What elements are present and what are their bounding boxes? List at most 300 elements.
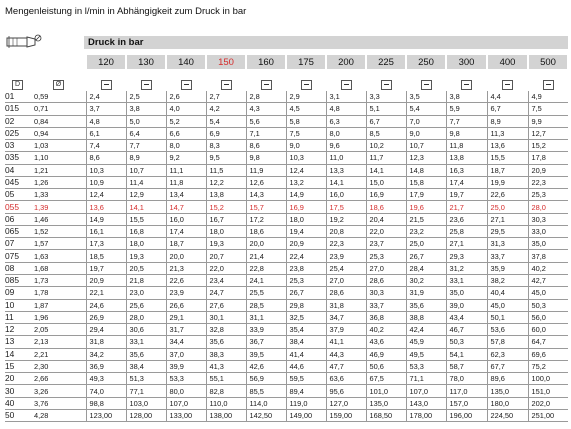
flow-value-cell: 34,2 [86, 348, 126, 360]
flow-value-cell: 5,6 [246, 115, 286, 127]
flow-value-cell: 53,6 [487, 324, 528, 336]
flow-value-cell: 37,0 [166, 348, 206, 360]
flow-value-cell: 19,3 [206, 238, 246, 250]
flow-unit-icon [543, 80, 554, 90]
flow-value-cell: 7,1 [246, 127, 286, 139]
flow-value-cell: 11,1 [166, 164, 206, 176]
flow-value-cell: 13,6 [86, 201, 126, 213]
flow-value-cell: 29,8 [286, 299, 326, 311]
flow-value-cell: 10,3 [86, 164, 126, 176]
flow-value-cell: 62,3 [487, 348, 528, 360]
flow-value-cell: 25,3 [366, 250, 406, 262]
flow-unit-icon [101, 80, 112, 90]
diameter-cell: 0,71 [31, 103, 86, 115]
flow-value-cell: 7,4 [86, 140, 126, 152]
diameter-cell: 4,28 [31, 409, 86, 421]
flow-value-cell: 7,7 [446, 115, 487, 127]
flow-value-cell: 50,3 [446, 336, 487, 348]
diameter-cell: 2,21 [31, 348, 86, 360]
flow-value-cell: 28,6 [366, 274, 406, 286]
flow-value-cell: 54,1 [446, 348, 487, 360]
nozzle-icon [5, 32, 45, 50]
flow-value-cell: 11,7 [366, 152, 406, 164]
flow-value-cell: 38,8 [406, 311, 446, 323]
flow-value-cell: 17,3 [86, 238, 126, 250]
flow-value-cell: 42,6 [246, 360, 286, 372]
flow-value-cell: 6,4 [126, 127, 166, 139]
flow-value-cell: 20,9 [86, 274, 126, 286]
flow-value-cell: 4,0 [166, 103, 206, 115]
flow-value-cell: 12,4 [86, 189, 126, 201]
flow-value-cell: 19,3 [126, 250, 166, 262]
flow-value-cell: 23,7 [366, 238, 406, 250]
flow-value-cell: 19,4 [286, 225, 326, 237]
flow-value-cell: 35,0 [446, 287, 487, 299]
flow-value-cell: 114,0 [246, 397, 286, 409]
flow-value-cell: 50,6 [366, 360, 406, 372]
flow-value-cell: 35,0 [528, 238, 568, 250]
flow-value-cell: 25,5 [246, 287, 286, 299]
flow-value-cell: 13,3 [326, 164, 366, 176]
flow-value-cell: 13,2 [286, 176, 326, 188]
flow-value-cell: 22,3 [528, 176, 568, 188]
table-row [5, 311, 568, 323]
nozzle-code-cell: 12 [5, 324, 31, 336]
unit-row [5, 73, 568, 91]
diameter-cell: 2,05 [31, 324, 86, 336]
flow-value-cell: 35,4 [286, 324, 326, 336]
flow-value-cell: 4,9 [528, 91, 568, 103]
flow-value-cell: 9,0 [286, 140, 326, 152]
flow-value-cell: 33,0 [528, 225, 568, 237]
flow-value-cell: 43,6 [366, 336, 406, 348]
flow-value-cell: 8,6 [86, 152, 126, 164]
flow-value-cell: 34,7 [326, 311, 366, 323]
flow-value-cell: 17,8 [528, 152, 568, 164]
nozzle-code-cell: 09 [5, 287, 31, 299]
flow-value-cell: 19,2 [326, 213, 366, 225]
flow-value-cell: 67,5 [366, 373, 406, 385]
flow-value-cell: 23,8 [286, 262, 326, 274]
flow-value-cell: 27,6 [206, 299, 246, 311]
flow-value-cell: 49,5 [406, 348, 446, 360]
flow-value-cell: 23,9 [166, 287, 206, 299]
flow-value-cell: 29,4 [86, 324, 126, 336]
flow-value-cell: 33,1 [446, 274, 487, 286]
flow-value-cell: 20,0 [166, 250, 206, 262]
flow-value-cell: 9,0 [406, 127, 446, 139]
flow-value-cell: 151,0 [528, 385, 568, 397]
flow-value-cell: 33,7 [366, 299, 406, 311]
flow-value-cell: 13,8 [206, 189, 246, 201]
flow-value-cell: 4,3 [246, 103, 286, 115]
code-unit-box: D [12, 80, 23, 90]
flow-value-cell: 77,1 [126, 385, 166, 397]
table-row [5, 152, 568, 164]
flow-value-cell: 44,3 [326, 348, 366, 360]
flow-value-cell: 20,9 [528, 164, 568, 176]
flow-value-cell: 11,3 [487, 127, 528, 139]
flow-value-cell: 89,6 [487, 373, 528, 385]
flow-value-cell: 2,8 [246, 91, 286, 103]
flow-value-cell: 157,0 [446, 397, 487, 409]
flow-value-cell: 10,7 [406, 140, 446, 152]
table-row [5, 103, 568, 115]
flow-value-cell: 58,7 [446, 360, 487, 372]
flow-value-cell: 33,7 [487, 250, 528, 262]
flow-value-cell: 53,3 [166, 373, 206, 385]
flow-value-cell: 8,0 [166, 140, 206, 152]
flow-value-cell: 8,6 [246, 140, 286, 152]
flow-value-cell: 22,6 [487, 189, 528, 201]
flow-value-cell: 2,9 [286, 91, 326, 103]
flow-value-cell: 38,3 [206, 348, 246, 360]
flow-value-cell: 26,7 [406, 250, 446, 262]
pressure-column-header: 120 [86, 55, 126, 69]
flow-unit-icon [341, 80, 352, 90]
flow-value-cell: 159,00 [326, 409, 366, 421]
flow-value-cell: 19,7 [446, 189, 487, 201]
flow-value-cell: 25,3 [528, 189, 568, 201]
flow-value-cell: 9,9 [528, 115, 568, 127]
flow-value-cell: 19,7 [86, 262, 126, 274]
flow-value-cell: 128,00 [126, 409, 166, 421]
flow-value-cell: 12,7 [528, 127, 568, 139]
table-row [5, 164, 568, 176]
flow-value-cell: 15,5 [487, 152, 528, 164]
flow-value-cell: 11,4 [126, 176, 166, 188]
table-row [5, 397, 568, 409]
flow-value-cell: 95,6 [326, 385, 366, 397]
flow-value-cell: 38,2 [487, 274, 528, 286]
table-row [5, 373, 568, 385]
flow-value-cell: 25,3 [286, 274, 326, 286]
flow-value-cell: 7,5 [528, 103, 568, 115]
flow-value-cell: 59,5 [286, 373, 326, 385]
flow-value-cell: 5,2 [166, 115, 206, 127]
flow-value-cell: 149,00 [286, 409, 326, 421]
flow-value-cell: 57,8 [487, 336, 528, 348]
nozzle-code-cell: 03 [5, 140, 31, 152]
flow-value-cell: 22,4 [286, 250, 326, 262]
nozzle-code-cell: 035 [5, 152, 31, 164]
flow-value-cell: 28,0 [528, 201, 568, 213]
flow-value-cell: 36,9 [86, 360, 126, 372]
flow-value-cell: 24,1 [246, 274, 286, 286]
flow-value-cell: 71,1 [406, 373, 446, 385]
flow-value-cell: 17,9 [406, 189, 446, 201]
flow-value-cell: 28,6 [326, 287, 366, 299]
nozzle-code-cell: 10 [5, 299, 31, 311]
diameter-cell: 1,26 [31, 176, 86, 188]
flow-value-cell: 51,3 [126, 373, 166, 385]
flow-value-cell: 16,3 [446, 164, 487, 176]
pressure-column-header: 500 [528, 55, 568, 69]
flow-value-cell: 38,4 [286, 336, 326, 348]
flow-value-cell: 11,9 [246, 164, 286, 176]
flow-value-cell: 35,9 [487, 262, 528, 274]
flow-value-cell: 4,8 [86, 115, 126, 127]
flow-value-cell: 42,4 [406, 324, 446, 336]
flow-value-cell: 36,8 [366, 311, 406, 323]
flow-value-cell: 117,0 [446, 385, 487, 397]
table-row [5, 385, 568, 397]
flow-value-cell: 31,1 [246, 311, 286, 323]
table-row [5, 189, 568, 201]
flow-value-cell: 64,7 [528, 336, 568, 348]
nozzle-code-cell: 04 [5, 164, 31, 176]
flow-value-cell: 23,4 [206, 274, 246, 286]
flow-value-cell: 40,2 [366, 324, 406, 336]
flow-value-cell: 55,1 [206, 373, 246, 385]
flow-value-cell: 13,6 [487, 140, 528, 152]
flow-value-cell: 35,6 [206, 336, 246, 348]
flow-value-cell: 2,4 [86, 91, 126, 103]
nozzle-code-cell: 40 [5, 397, 31, 409]
flow-value-cell: 10,3 [286, 152, 326, 164]
flow-value-cell: 135,0 [366, 397, 406, 409]
flow-value-cell: 14,1 [326, 176, 366, 188]
pressure-header-label: Druck in bar [88, 37, 144, 48]
table-row [5, 238, 568, 250]
flow-value-cell: 3,8 [446, 91, 487, 103]
pressure-column-header: 160 [246, 55, 286, 69]
flow-value-cell: 15,2 [206, 201, 246, 213]
flow-value-cell: 12,2 [206, 176, 246, 188]
table-row [5, 115, 568, 127]
flow-value-cell: 46,7 [446, 324, 487, 336]
flow-value-cell: 18,6 [246, 225, 286, 237]
flow-value-cell: 17,4 [166, 225, 206, 237]
flow-value-cell: 2,6 [166, 91, 206, 103]
flow-value-cell: 42,7 [528, 274, 568, 286]
table-row [5, 91, 568, 103]
table-row [5, 287, 568, 299]
flow-value-cell: 14,1 [366, 164, 406, 176]
pressure-column-header: 140 [166, 55, 206, 69]
nozzle-code-cell: 05 [5, 189, 31, 201]
flow-value-cell: 15,8 [406, 176, 446, 188]
flow-value-cell: 28,4 [406, 262, 446, 274]
flow-value-cell: 78,0 [446, 373, 487, 385]
flow-value-cell: 5,4 [406, 103, 446, 115]
flow-value-cell: 30,3 [528, 213, 568, 225]
flow-value-cell: 107,0 [406, 385, 446, 397]
flow-value-cell: 6,3 [326, 115, 366, 127]
flow-value-cell: 20,8 [326, 225, 366, 237]
table-row [5, 348, 568, 360]
flow-value-cell: 16,7 [206, 213, 246, 225]
diameter-cell: 1,03 [31, 140, 86, 152]
flow-value-cell: 29,3 [446, 250, 487, 262]
flow-value-cell: 21,5 [406, 213, 446, 225]
nozzle-code-cell: 085 [5, 274, 31, 286]
flow-value-cell: 142,50 [246, 409, 286, 421]
flow-value-cell: 50,3 [528, 299, 568, 311]
nozzle-code-cell: 025 [5, 127, 31, 139]
flow-value-cell: 32,8 [206, 324, 246, 336]
flow-value-cell: 20,7 [206, 250, 246, 262]
flow-value-cell: 110,0 [206, 397, 246, 409]
flow-value-cell: 16,9 [286, 201, 326, 213]
flow-value-cell: 11,5 [206, 164, 246, 176]
flow-unit-icon [221, 80, 232, 90]
flow-value-cell: 32,5 [286, 311, 326, 323]
flow-value-cell: 9,8 [446, 127, 487, 139]
flow-value-cell: 5,1 [366, 103, 406, 115]
flow-value-cell: 2,7 [206, 91, 246, 103]
nozzle-code-cell: 055 [5, 201, 31, 213]
diameter-cell: 0,94 [31, 127, 86, 139]
flow-value-cell: 40,2 [528, 262, 568, 274]
flow-value-cell: 23,2 [406, 225, 446, 237]
flow-value-cell: 30,2 [406, 274, 446, 286]
flow-value-cell: 23,0 [126, 287, 166, 299]
flow-value-cell: 49,3 [86, 373, 126, 385]
flow-value-cell: 45,0 [528, 287, 568, 299]
nozzle-code-cell: 14 [5, 348, 31, 360]
flow-value-cell: 29,1 [166, 311, 206, 323]
flow-value-cell: 123,00 [86, 409, 126, 421]
flow-value-cell: 3,7 [86, 103, 126, 115]
flow-value-cell: 28,5 [246, 299, 286, 311]
flow-value-cell: 14,7 [166, 201, 206, 213]
flow-value-cell: 12,3 [406, 152, 446, 164]
flow-value-cell: 37,9 [326, 324, 366, 336]
diameter-cell: 1,68 [31, 262, 86, 274]
pressure-header [84, 36, 568, 49]
flow-value-cell: 63,6 [326, 373, 366, 385]
pressure-column-header: 130 [126, 55, 166, 69]
flow-value-cell: 16,0 [166, 213, 206, 225]
flow-value-cell: 69,6 [528, 348, 568, 360]
flow-value-cell: 9,6 [326, 140, 366, 152]
flow-value-cell: 22,8 [246, 262, 286, 274]
diameter-cell: 1,78 [31, 287, 86, 299]
flow-value-cell: 16,1 [86, 225, 126, 237]
flow-value-cell: 17,2 [246, 213, 286, 225]
flow-value-cell: 6,9 [206, 127, 246, 139]
flow-value-cell: 31,7 [166, 324, 206, 336]
flow-unit-icon [502, 80, 513, 90]
flow-value-cell: 26,6 [166, 299, 206, 311]
flow-value-cell: 3,3 [366, 91, 406, 103]
flow-value-cell: 4,5 [286, 103, 326, 115]
nozzle-code-cell: 06 [5, 213, 31, 225]
flow-value-cell: 6,7 [366, 115, 406, 127]
nozzle-code-cell: 15 [5, 360, 31, 372]
flow-value-cell: 8,9 [487, 115, 528, 127]
flow-value-cell: 47,7 [326, 360, 366, 372]
flow-value-cell: 13,8 [446, 152, 487, 164]
flow-value-cell: 18,7 [487, 164, 528, 176]
nozzle-code-cell: 13 [5, 336, 31, 348]
diameter-cell: 3,26 [31, 385, 86, 397]
flow-value-cell: 27,0 [366, 262, 406, 274]
flow-value-cell: 24,7 [206, 287, 246, 299]
flow-value-cell: 31,8 [326, 299, 366, 311]
flow-value-cell: 22,0 [366, 225, 406, 237]
pressure-column-header: 300 [446, 55, 487, 69]
flow-value-cell: 26,9 [86, 311, 126, 323]
flow-value-cell: 75,2 [528, 360, 568, 372]
flow-value-cell: 8,3 [206, 140, 246, 152]
flow-value-cell: 60,0 [528, 324, 568, 336]
pressure-header-blank [31, 55, 86, 69]
flow-value-cell: 8,9 [126, 152, 166, 164]
flow-value-cell: 15,5 [126, 213, 166, 225]
flow-value-cell: 107,0 [166, 397, 206, 409]
flow-value-cell: 18,0 [126, 238, 166, 250]
flow-value-cell: 33,1 [126, 336, 166, 348]
table-row [5, 262, 568, 274]
flow-value-cell: 3,8 [126, 103, 166, 115]
flow-value-cell: 11,8 [166, 176, 206, 188]
flow-unit-icon [181, 80, 192, 90]
flow-value-cell: 31,9 [406, 287, 446, 299]
pressure-column-header: 200 [326, 55, 366, 69]
flow-value-cell: 10,9 [86, 176, 126, 188]
diameter-cell: 1,96 [31, 311, 86, 323]
flow-value-cell: 20,0 [246, 238, 286, 250]
flow-value-cell: 18,5 [86, 250, 126, 262]
flow-value-cell: 50,1 [487, 311, 528, 323]
diameter-cell: 1,73 [31, 274, 86, 286]
table-row [5, 250, 568, 262]
flow-value-cell: 5,4 [206, 115, 246, 127]
flow-value-cell: 13,4 [166, 189, 206, 201]
table-row [5, 299, 568, 311]
flow-value-cell: 12,6 [246, 176, 286, 188]
flow-value-cell: 127,0 [326, 397, 366, 409]
flow-value-cell: 22,1 [86, 287, 126, 299]
table-row [5, 360, 568, 372]
flow-value-cell: 10,7 [126, 164, 166, 176]
table-row [5, 176, 568, 188]
pressure-column-header: 150 [206, 55, 246, 69]
flow-value-cell: 4,2 [206, 103, 246, 115]
flow-value-cell: 15,2 [528, 140, 568, 152]
nozzle-code-cell: 08 [5, 262, 31, 274]
flow-unit-icon [421, 80, 432, 90]
flow-value-cell: 7,0 [406, 115, 446, 127]
table-title: Mengenleistung in l/min in Abhängigkeit zum Druck in bar [5, 6, 247, 17]
flow-value-cell: 41,4 [286, 348, 326, 360]
flow-value-cell: 25,0 [487, 201, 528, 213]
flow-value-cell: 16,0 [326, 189, 366, 201]
flow-value-cell: 22,6 [166, 274, 206, 286]
flow-value-cell: 7,7 [126, 140, 166, 152]
flow-value-cell: 133,00 [166, 409, 206, 421]
flow-value-cell: 178,00 [406, 409, 446, 421]
flow-value-cell: 98,8 [86, 397, 126, 409]
pressure-column-header: 250 [406, 55, 446, 69]
flow-value-cell: 35,6 [126, 348, 166, 360]
flow-value-cell: 20,5 [126, 262, 166, 274]
diameter-cell: 1,87 [31, 299, 86, 311]
flow-value-cell: 7,5 [286, 127, 326, 139]
flow-unit-icon [301, 80, 312, 90]
flow-value-cell: 20,4 [366, 213, 406, 225]
nozzle-code-cell: 02 [5, 115, 31, 127]
flow-value-cell: 33,9 [246, 324, 286, 336]
flow-value-cell: 5,8 [286, 115, 326, 127]
nozzle-code-cell: 065 [5, 225, 31, 237]
flow-value-cell: 21,8 [126, 274, 166, 286]
flow-value-cell: 30,3 [366, 287, 406, 299]
flow-value-cell: 180,0 [487, 397, 528, 409]
flow-value-cell: 74,0 [86, 385, 126, 397]
